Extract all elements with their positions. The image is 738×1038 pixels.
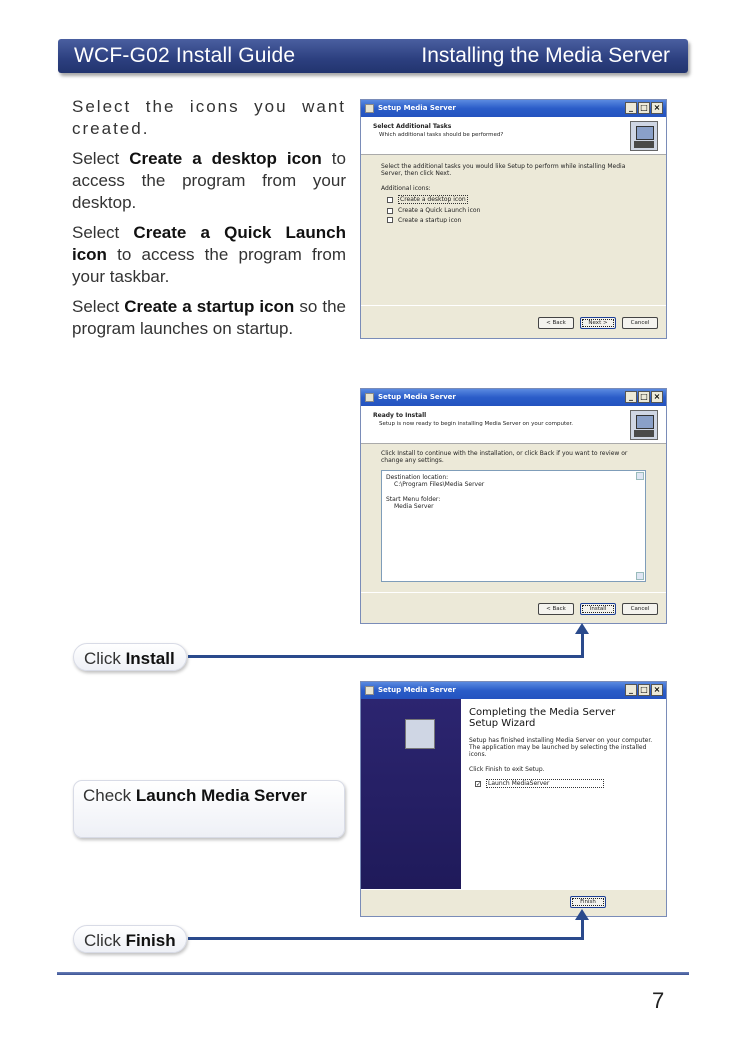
- connector-line: [188, 655, 584, 658]
- scroll-up-icon[interactable]: [636, 472, 644, 480]
- window-title: Setup Media Server: [378, 686, 456, 694]
- wizard-complete-title: Completing the Media Server Setup Wizard: [469, 707, 616, 729]
- page-number: 7: [652, 988, 665, 1013]
- finish-prompt: Click Finish to exit Setup.: [469, 766, 545, 773]
- minimize-button[interactable]: _: [625, 391, 637, 403]
- instruction-quick-launch-icon: Select Create a Quick Launch icon to access the program from your taskbar.: [72, 223, 346, 286]
- close-button[interactable]: ×: [651, 391, 663, 403]
- additional-icons-label: Additional icons:: [381, 185, 431, 192]
- wizard-header: [361, 406, 666, 444]
- checkbox-startup-icon[interactable]: Create a startup icon: [387, 217, 646, 223]
- minimize-button[interactable]: _: [625, 684, 637, 696]
- cancel-button[interactable]: Cancel: [622, 603, 658, 615]
- finish-description: Setup has finished installing Media Server on your computer. The application may be launched by selecting the installed icons.: [469, 737, 653, 758]
- wizard-step-title: Ready to Install: [373, 412, 427, 419]
- computer-setup-icon: [630, 121, 658, 151]
- instructions: [72, 96, 346, 340]
- setup-window-additional-tasks: [360, 99, 667, 339]
- destination-path: C:\Program Files\Media Server: [394, 481, 485, 488]
- checkbox-desktop-icon[interactable]: Create a desktop icon: [387, 195, 646, 204]
- connector-line: [581, 918, 584, 940]
- callout-click-finish: Click Finish: [73, 925, 187, 953]
- checkbox-icon[interactable]: [387, 208, 393, 214]
- close-button[interactable]: ×: [651, 684, 663, 696]
- wizard-step-subtitle: Setup is now ready to begin installing Media Server on your computer.: [379, 421, 574, 427]
- arrow-up-icon: [575, 623, 589, 634]
- checkmark-icon[interactable]: ✓: [476, 780, 482, 788]
- wizard-header: [361, 117, 666, 155]
- start-menu-folder: Media Server: [394, 503, 434, 510]
- checkbox-quick-launch-icon[interactable]: Create a Quick Launch icon: [387, 207, 646, 214]
- guide-title: WCF-G02 Install Guide: [74, 44, 296, 67]
- setup-window-ready-to-install: [360, 388, 667, 624]
- instruction-desktop-icon: Select Create a desktop icon to access the program from your desktop.: [72, 149, 346, 212]
- install-description: Click Install to continue with the installation, or click Back if you want to review or change any settings.: [381, 450, 628, 464]
- maximize-button[interactable]: □: [638, 391, 650, 403]
- maximize-button[interactable]: □: [638, 102, 650, 114]
- setup-app-icon: [365, 393, 374, 402]
- callout-click-install: Click Install: [73, 643, 187, 671]
- next-button[interactable]: Next >: [580, 317, 616, 329]
- setup-app-icon: [365, 104, 374, 113]
- wizard-finish-content: [461, 699, 666, 889]
- window-titlebar: [361, 389, 666, 406]
- install-summary-box[interactable]: Destination location: C:\Program Files\Media Server Start Menu folder: Media Server: [381, 470, 646, 582]
- minimize-button[interactable]: _: [625, 102, 637, 114]
- window-titlebar: [361, 682, 666, 699]
- instruction-startup-icon: Select Create a startup icon so the program launches on startup.: [72, 297, 346, 338]
- setup-app-icon: [365, 686, 374, 695]
- window-title: Setup Media Server: [378, 104, 456, 112]
- connector-line: [188, 937, 584, 940]
- launch-media-server-checkbox[interactable]: ✓ Launch MediaServer: [475, 779, 658, 788]
- arrow-up-icon: [575, 909, 589, 920]
- window-titlebar: [361, 100, 666, 117]
- callout-check-launch: Check Launch Media Server: [73, 780, 345, 838]
- footer-rule: [57, 972, 689, 975]
- computer-setup-icon: [405, 719, 435, 749]
- connector-line: [581, 632, 584, 658]
- back-button[interactable]: < Back: [538, 317, 574, 329]
- back-button[interactable]: < Back: [538, 603, 574, 615]
- scroll-down-icon[interactable]: [636, 572, 644, 580]
- checkbox-icon[interactable]: [387, 197, 393, 203]
- wizard-side-banner: [361, 699, 461, 889]
- maximize-button[interactable]: □: [638, 684, 650, 696]
- window-title: Setup Media Server: [378, 393, 456, 401]
- finish-button[interactable]: Finish: [570, 896, 606, 908]
- install-button[interactable]: Install: [580, 603, 616, 615]
- computer-setup-icon: [630, 410, 658, 440]
- tasks-description: Select the additional tasks you would like Setup to perform while installing Media Server, then click Next.: [381, 163, 626, 177]
- close-button[interactable]: ×: [651, 102, 663, 114]
- checkbox-icon[interactable]: [387, 217, 393, 223]
- setup-window-completing: [360, 681, 667, 917]
- instruction-select-icons: Select the icons you want created.: [72, 97, 346, 138]
- wizard-step-subtitle: Which additional tasks should be performed?: [379, 132, 504, 138]
- section-title: Installing the Media Server: [421, 44, 670, 67]
- header-banner: [58, 39, 688, 73]
- wizard-step-title: Select Additional Tasks: [373, 123, 452, 130]
- cancel-button[interactable]: Cancel: [622, 317, 658, 329]
